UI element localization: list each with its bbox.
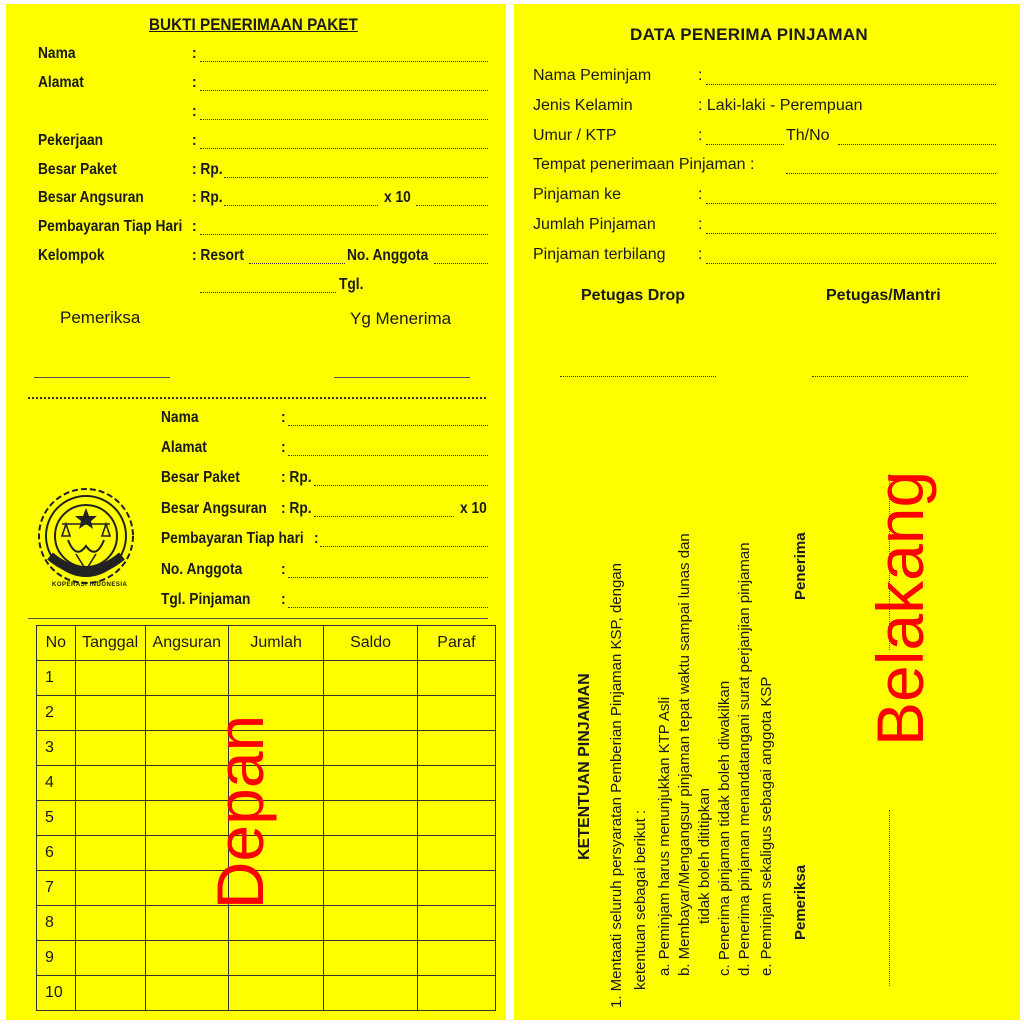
row-number: 3 [37,731,76,766]
table-cell[interactable] [324,836,417,871]
table-cell[interactable] [75,731,145,766]
fill-line-resort[interactable] [249,263,345,264]
table-cell[interactable] [145,941,228,976]
field-sep: : [698,186,703,203]
table-cell[interactable] [417,836,495,871]
back-label-pinjaman-ke: Pinjaman ke [533,186,622,203]
field-sep: : [314,530,319,547]
table-cell[interactable] [417,766,495,801]
table-cell[interactable] [145,661,228,696]
signature-line-petugas-drop[interactable] [560,376,716,377]
rule-line: ketentuan sebagai berikut : [632,809,649,990]
table-row [37,941,496,976]
fill-line-pekerjaan[interactable] [200,148,488,149]
row-number: 2 [37,696,76,731]
field-sep: : [192,45,197,62]
field-sep: : [281,409,286,426]
field-sep: : [192,103,197,120]
front-title: BUKTI PENERIMAAN PAKET [149,15,358,34]
row-number: 10 [37,976,76,1011]
rule-line: b. Membayar/Mengangsur pinjaman tepat waktu sampai lunas dan [676,533,693,976]
table-cell[interactable] [417,941,495,976]
sign-label-petugas-mantri: Petugas/Mantri [826,287,941,304]
table-cell[interactable] [324,976,417,1011]
column-header: Jumlah [228,626,323,661]
times-ten: x 10 [384,189,411,206]
table-row [37,976,496,1011]
table-cell[interactable] [75,836,145,871]
field-label-pembayaran: Pembayaran Tiap Hari [38,218,183,235]
back-label-pinjaman-terbilang: Pinjaman terbilang [533,246,666,263]
back-fill-tempat[interactable] [786,173,996,174]
coupon-fill-besar-paket[interactable] [314,485,488,486]
back-side-panel [514,4,1020,1020]
sign-label-petugas-drop: Petugas Drop [581,287,686,304]
rules-title: KETENTUAN PINJAMAN [576,673,593,860]
back-fill-pinjaman-terbilang[interactable] [706,263,996,264]
row-number: 6 [37,836,76,871]
table-header-row [37,626,496,661]
field-sep: : [192,74,197,91]
coupon-label-tgl-pinjaman: Tgl. Pinjaman [161,591,251,608]
table-cell[interactable] [417,731,495,766]
sign-label-pemeriksa: Pemeriksa [60,308,141,327]
stamp-depan: Depan [203,714,277,910]
row-number: 8 [37,906,76,941]
rule-line: 1. Mentaati seluruh persyaratan Pemberian Pinjaman KSP, dengan [608,563,625,1008]
rule-line: d. Penerima pinjaman menandatangani surat perjanjian pinjaman [736,542,753,976]
table-cell[interactable] [417,906,495,941]
row-number: 5 [37,801,76,836]
field-sep: : [281,561,286,578]
table-cell[interactable] [75,906,145,941]
table-cell[interactable] [324,696,417,731]
stamp-belakang: Belakang [863,470,937,746]
fill-line-angsuran-total[interactable] [416,205,488,206]
coupon-fill-alamat[interactable] [288,455,488,456]
table-cell[interactable] [324,871,417,906]
table-cell[interactable] [75,976,145,1011]
back-fill-jumlah-pinjaman[interactable] [706,233,996,234]
fill-line-alamat[interactable] [200,90,488,91]
table-cell[interactable] [75,871,145,906]
row-number: 1 [37,661,76,696]
field-sep: : [698,246,703,263]
field-sep: : Rp. [281,500,312,517]
fill-line-besar-angsuran[interactable] [224,205,378,206]
coupon-fill-no-anggota[interactable] [288,577,488,578]
field-sep: : [698,127,703,144]
table-cell[interactable] [324,661,417,696]
tgl-label: Tgl. [339,276,364,293]
section-divider [28,618,488,619]
table-cell[interactable] [228,941,323,976]
field-sep: : [698,216,703,233]
table-cell[interactable] [324,766,417,801]
field-label-pekerjaan: Pekerjaan [38,132,104,149]
table-cell[interactable] [75,661,145,696]
row-number: 9 [37,941,76,976]
back-title: DATA PENERIMA PINJAMAN [630,25,868,44]
column-header: Tanggal [75,626,145,661]
column-header: No [37,626,76,661]
back-label-jumlah-pinjaman: Jumlah Pinjaman [533,216,656,233]
field-sep: : [698,67,703,84]
field-sep: : Rp. [192,161,223,178]
back-fill-umur[interactable] [706,144,784,145]
table-cell[interactable] [417,801,495,836]
sign-label-pemeriksa: Pemeriksa [792,864,809,940]
field-label-nama: Nama [38,45,76,62]
coupon-fill-pembayaran[interactable] [320,546,488,547]
table-cell[interactable] [417,696,495,731]
signature-line-yg-menerima[interactable] [334,377,470,378]
back-fill-nama-peminjam[interactable] [706,84,996,85]
coupon-fill-besar-angsuran[interactable] [314,516,454,517]
column-header: Angsuran [145,626,228,661]
rule-line: c. Penerima pinjaman tidak boleh diwakilkan [716,680,733,976]
fill-line-nama[interactable] [200,61,488,62]
field-sep: : [281,591,286,608]
table-cell[interactable] [324,801,417,836]
fill-line-pembayaran[interactable] [200,234,488,235]
table-cell[interactable] [417,976,495,1011]
sign-label-penerima: Penerima [792,532,809,600]
coupon-label-pembayaran: Pembayaran Tiap hari [161,530,304,547]
coupon-label-besar-paket: Besar Paket [161,469,240,486]
back-fill-pinjaman-ke[interactable] [706,203,996,204]
field-label-besar-angsuran: Besar Angsuran [38,189,144,206]
table-cell[interactable] [75,696,145,731]
field-sep: : [281,439,286,456]
signature-line-pemeriksa[interactable] [34,377,170,378]
field-label-kelompok: Kelompok [38,247,105,264]
table-row [37,661,496,696]
back-label-th-no: Th/No [786,127,830,144]
koperasi-logo [26,476,146,596]
field-sep: : Resort [192,247,244,264]
table-cell[interactable] [324,906,417,941]
table-cell[interactable] [145,976,228,1011]
table-cell[interactable] [324,941,417,976]
coupon-fill-tgl-pinjaman[interactable] [288,607,488,608]
field-sep: : [192,218,197,235]
rule-line: e. Peminjam sekaligus sebagai anggota KSP [758,676,775,976]
coupon-times-ten: x 10 [460,500,487,517]
table-cell[interactable] [75,941,145,976]
sign-label-yg-menerima: Yg Menerima [350,309,452,328]
coupon-label-alamat: Alamat [161,439,207,456]
field-label-alamat: Alamat [38,74,84,91]
table-cell[interactable] [228,976,323,1011]
signature-line-petugas-mantri[interactable] [812,376,968,377]
fill-line-besar-paket[interactable] [224,177,488,178]
back-label-umur-ktp: Umur / KTP [533,127,617,144]
back-label-nama-peminjam: Nama Peminjam [533,67,652,84]
table-cell[interactable] [75,801,145,836]
back-label-tempat: Tempat penerimaan Pinjaman : [533,156,755,173]
fill-line-alamat-2[interactable] [200,119,488,120]
field-label-no-anggota: No. Anggota [347,247,429,264]
cut-line [28,397,486,399]
front-side-panel [6,4,506,1020]
table-cell[interactable] [417,871,495,906]
coupon-label-nama: Nama [161,409,199,426]
coupon-label-besar-angsuran: Besar Angsuran [161,500,267,517]
column-header: Paraf [417,626,495,661]
row-number: 7 [37,871,76,906]
table-cell[interactable] [324,731,417,766]
field-label-besar-paket: Besar Paket [38,161,117,178]
coupon-label-no-anggota: No. Anggota [161,561,243,578]
field-sep: : [192,132,197,149]
rule-line: tidak boleh dititipkan [696,788,713,924]
fill-line-tgl-place[interactable] [200,292,336,293]
table-cell[interactable] [228,661,323,696]
table-cell[interactable] [417,661,495,696]
back-label-jenis-kelamin: Jenis Kelamin [533,97,633,114]
rule-line: a. Peminjam harus menunjukkan KTP Asli [656,696,673,976]
logo-caption: KOPERASI INDONESIA [52,582,128,588]
back-fill-ktp[interactable] [838,144,996,145]
signature-line-pemeriksa-back[interactable] [889,810,890,986]
column-header: Saldo [324,626,417,661]
field-sep: : Rp. [192,189,223,206]
fill-line-no-anggota[interactable] [434,263,488,264]
table-cell[interactable] [75,766,145,801]
back-value-jenis-kelamin: : Laki-laki - Perempuan [698,97,863,114]
coupon-fill-nama[interactable] [288,425,488,426]
row-number: 4 [37,766,76,801]
field-sep: : Rp. [281,469,312,486]
